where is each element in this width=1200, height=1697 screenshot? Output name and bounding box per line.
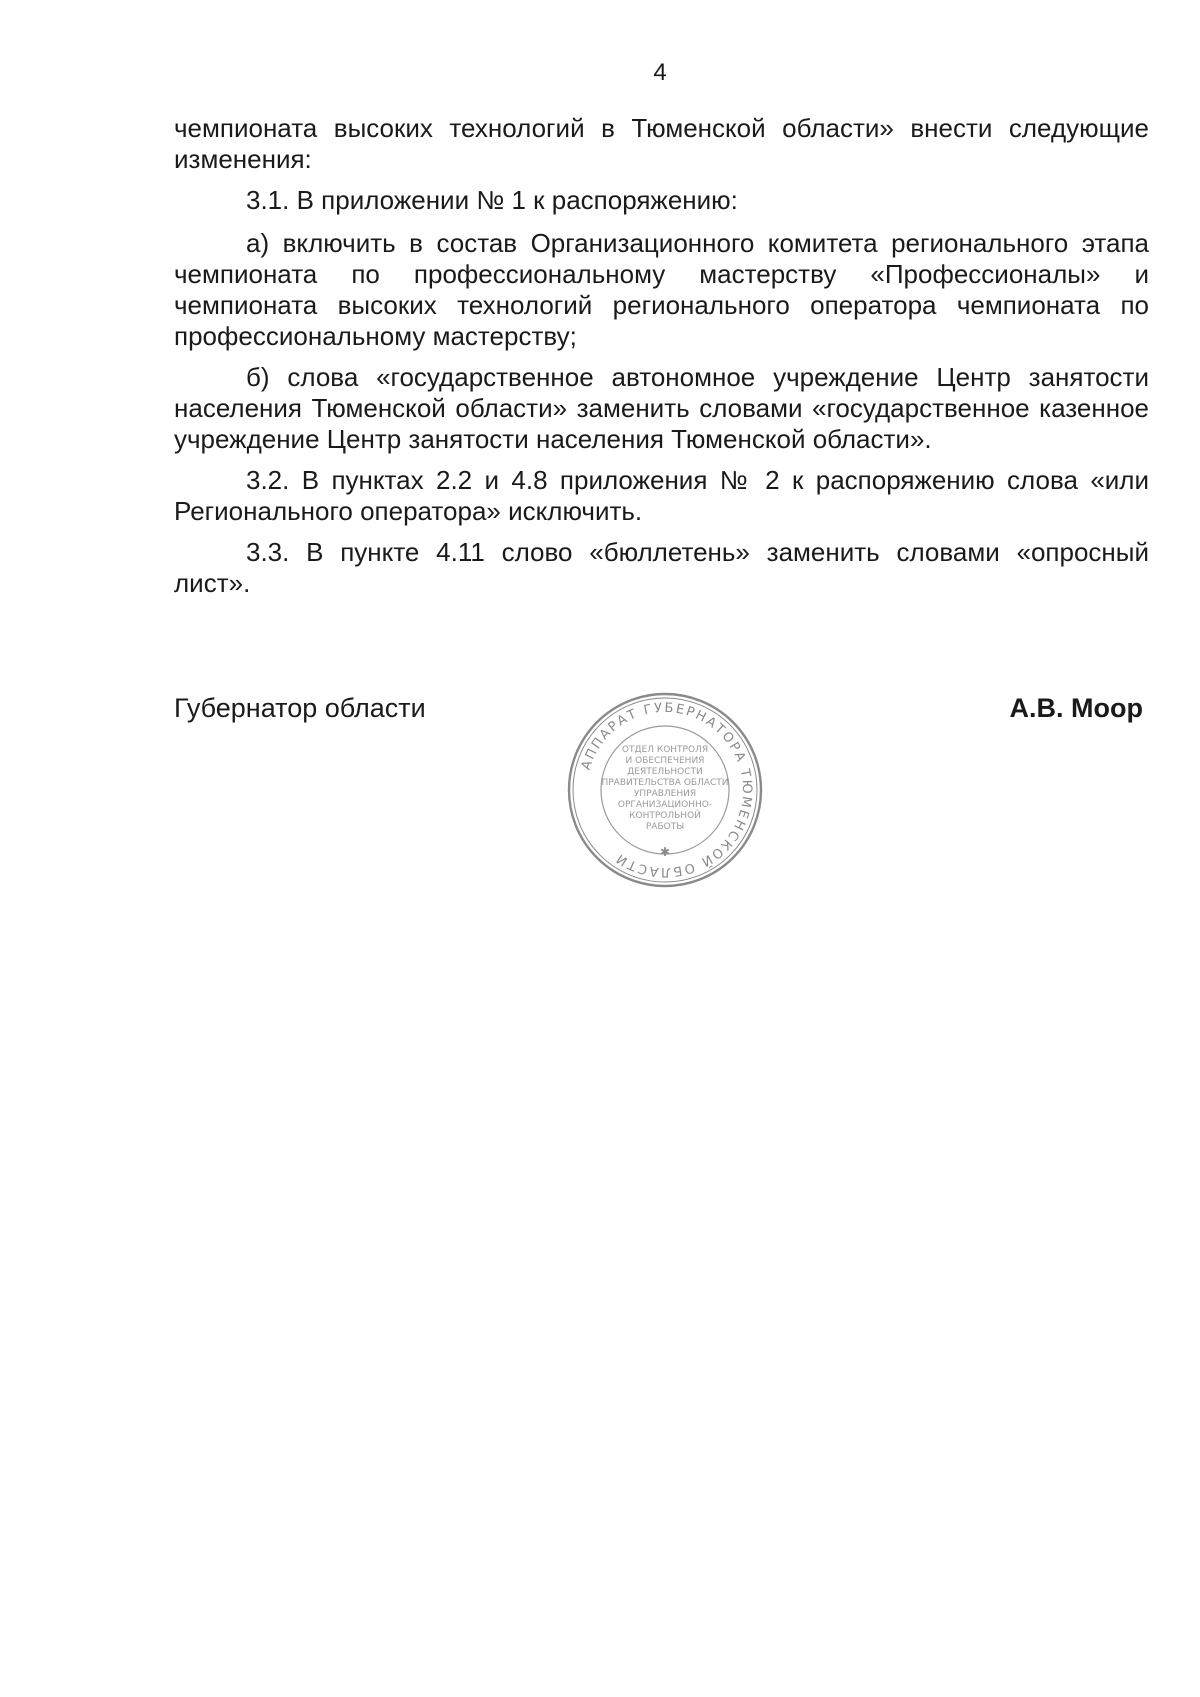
seal-inner-line: ДЕЯТЕЛЬНОСТИ	[627, 767, 703, 777]
paragraph-3-1-b: б) слова «государственное автономное учреждение Центр занятости населения Тюменской области» заменить словами «государственное казенное учреждение Центр занятости населения Тюменской области».	[174, 362, 1149, 454]
seal-outer-text: АППАРАТ ГУБЕРНАТОРА ТЮМЕНСКОЙ ОБЛАСТИ	[578, 700, 755, 880]
seal-star-icon: ✱	[659, 845, 671, 859]
paragraph-3-1-a: а) включить в состав Организационного комитета регионального этапа чемпионата по профессиональному мастерству «Профессионалы» и чемпионата высоких технологий регионального оператора чемпионата по профессиональному мастерству;	[174, 228, 1149, 351]
seal-inner-line: И ОБЕСПЕЧЕНИЯ	[625, 756, 705, 766]
signatory-title: Губернатор области	[174, 693, 426, 723]
seal-inner-line: ПРАВИТЕЛЬСТВА ОБЛАСТИ	[601, 778, 729, 788]
paragraph-3-3: 3.3. В пункте 4.11 слово «бюллетень» заменить словами «опросный лист».	[174, 537, 1149, 598]
seal-inner-text	[601, 745, 728, 832]
official-seal	[565, 690, 765, 890]
paragraph-3-2: 3.2. В пунктах 2.2 и 4.8 приложения № 2 к распоряжению слова «или Регионального оператора» исключить.	[174, 465, 1149, 526]
seal-inner-line: КОНТРОЛЬНОЙ	[629, 811, 701, 821]
signatory-name: А.В. Моор	[1009, 693, 1143, 723]
seal-inner-line: УПРАВЛЕНИЯ	[633, 789, 697, 799]
seal-inner-line: РАБОТЫ	[645, 822, 685, 832]
seal-inner-line: ОТДЕЛ КОНТРОЛЯ	[621, 745, 709, 755]
seal-inner-line: ОРГАНИЗАЦИОННО-	[617, 800, 713, 810]
page-number: 4	[653, 59, 667, 86]
paragraph-3-1: 3.1. В приложении № 1 к распоряжению:	[246, 185, 738, 215]
seal-graphic	[565, 690, 765, 890]
paragraph-intro: чемпионата высоких технологий в Тюменской области» внести следующие изменения:	[174, 113, 1149, 174]
